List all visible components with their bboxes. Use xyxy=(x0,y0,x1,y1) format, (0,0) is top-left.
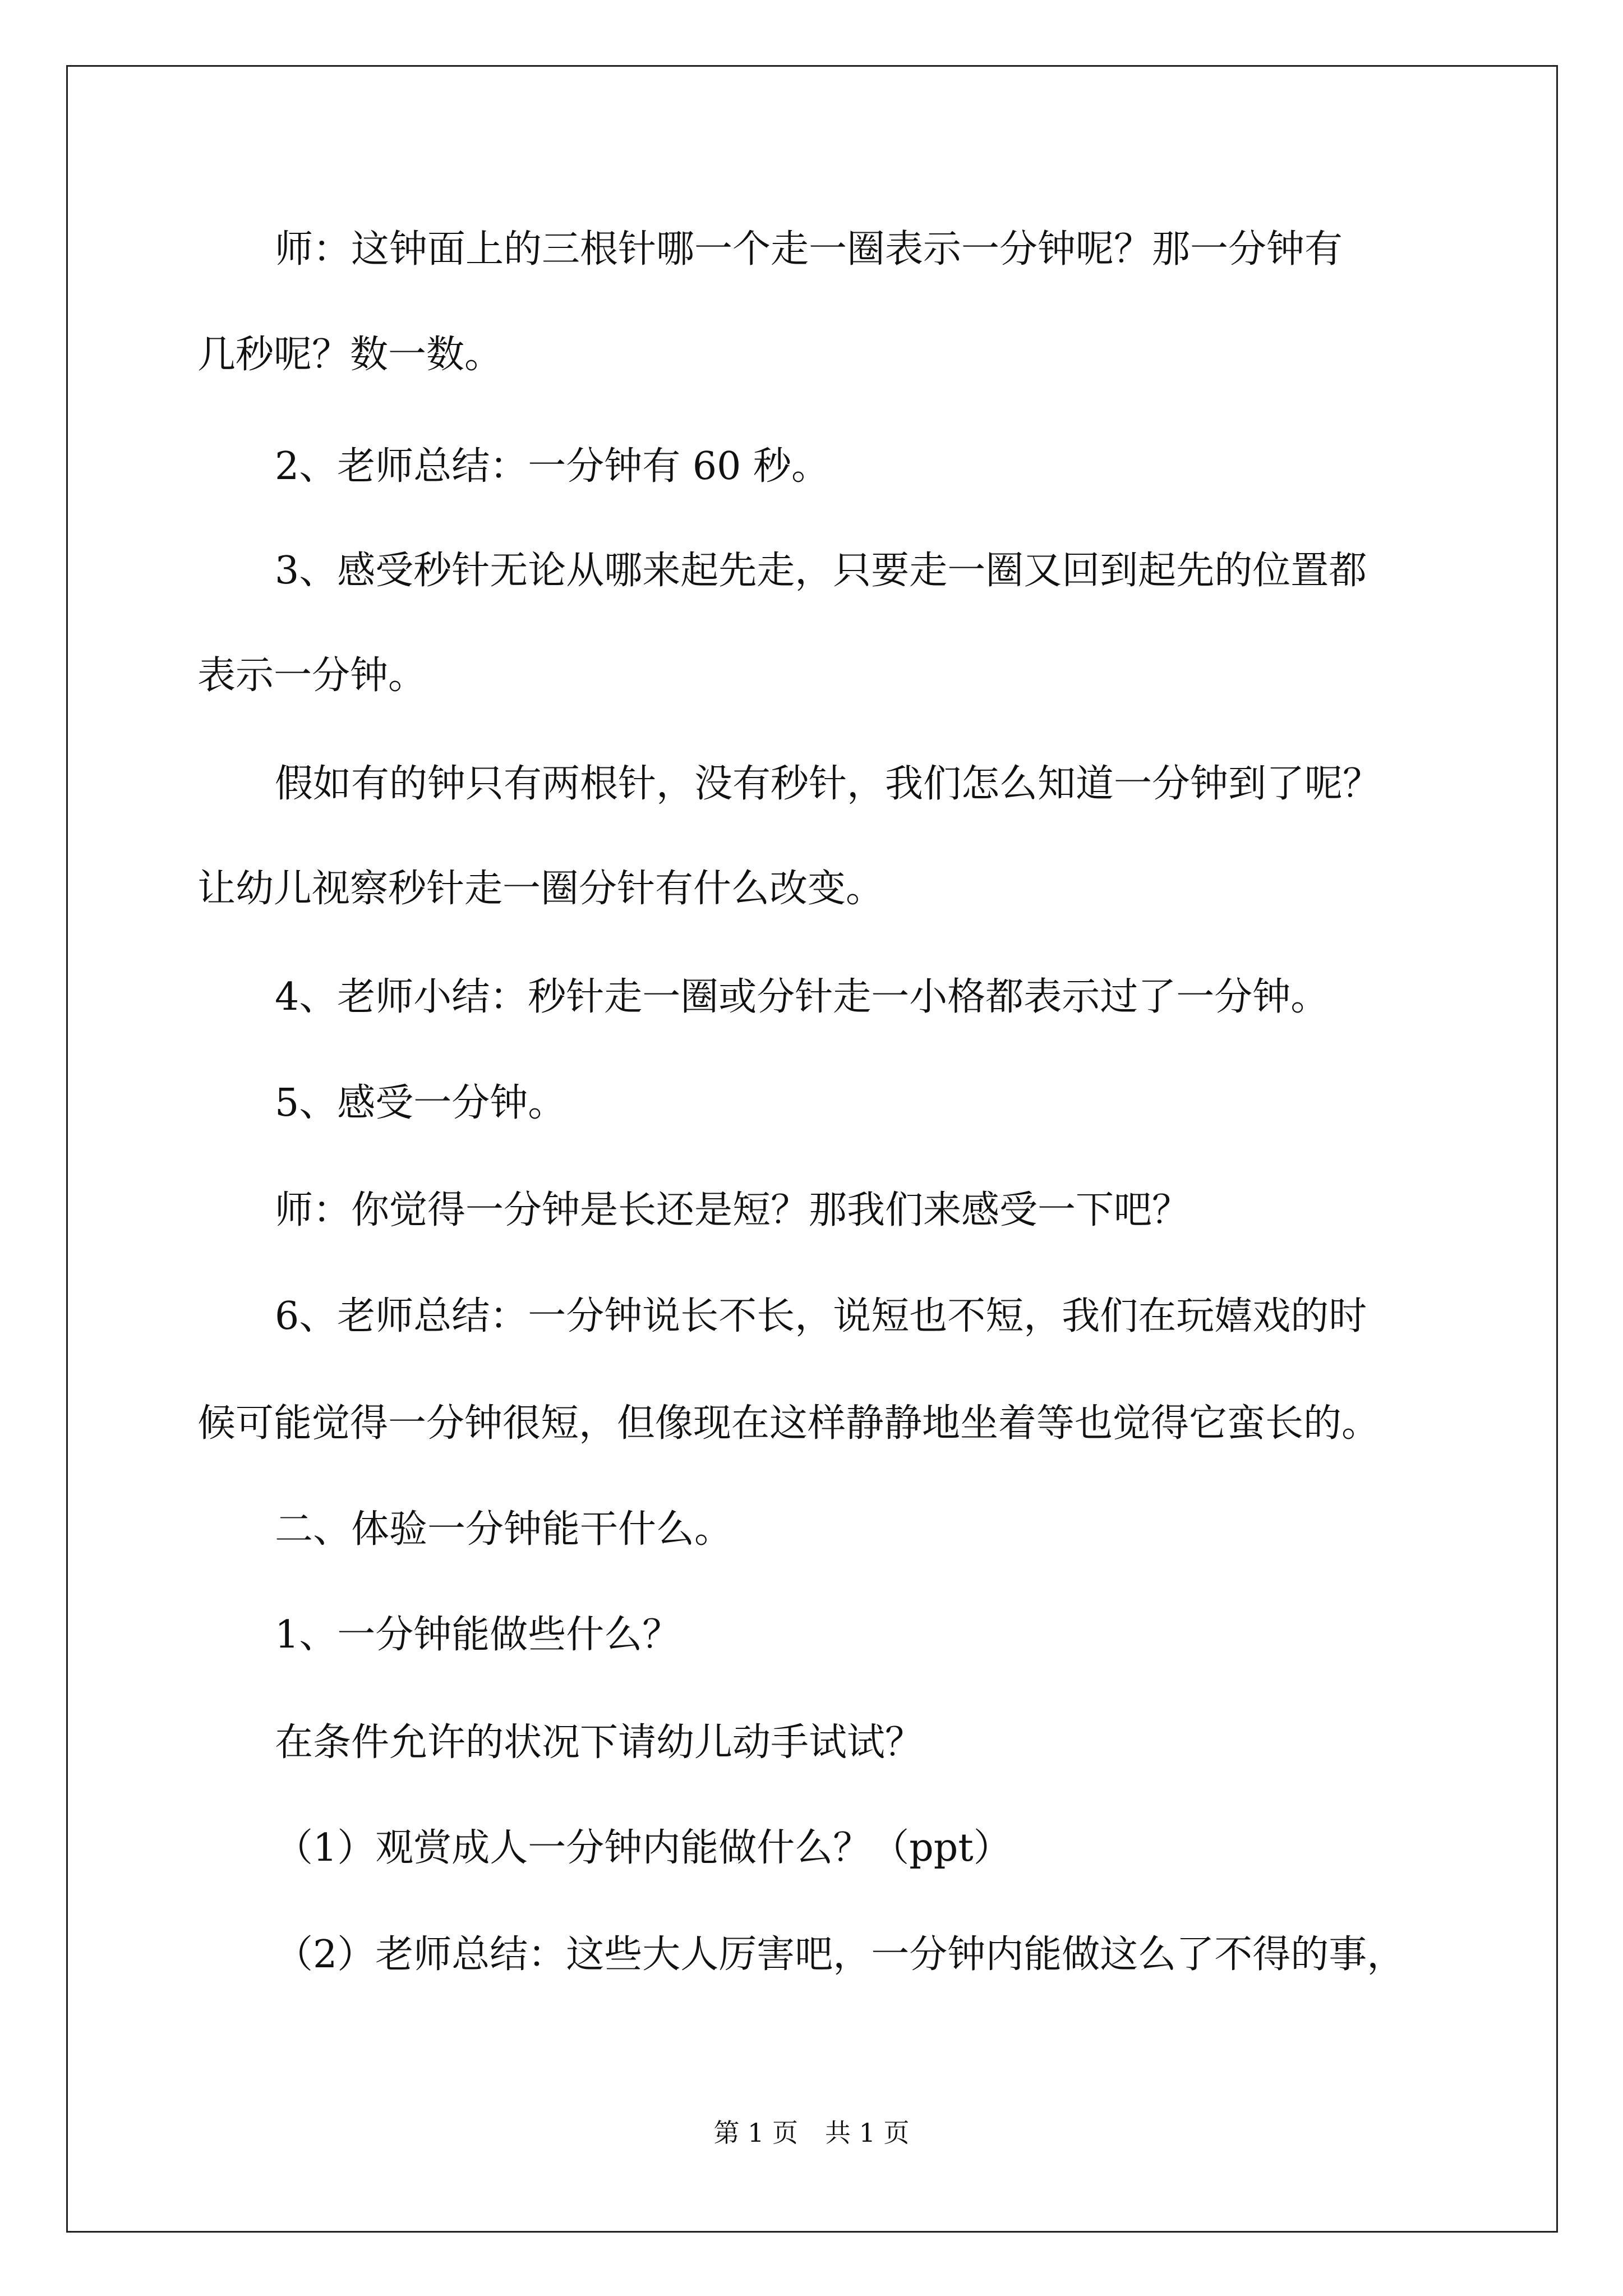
paragraph-line: 假如有的钟只有两根针，没有秒针，我们怎么知道一分钟到了呢？ xyxy=(275,762,1381,806)
paragraph-line: 几秒呢？数一数。 xyxy=(197,333,503,377)
paragraph-line: 候可能觉得一分钟很短，但像现在这样静静地坐着等也觉得它蛮长的。 xyxy=(197,1401,1380,1446)
paragraph-line: 3、感受秒针无论从哪来起先走，只要走一圈又回到起先的位置都 xyxy=(275,549,1367,593)
paragraph-line: 师：这钟面上的三根针哪一个走一圈表示一分钟呢？那一分钟有 xyxy=(275,227,1343,272)
paragraph-line: 5、感受一分钟。 xyxy=(275,1081,566,1125)
paragraph-line: 二、体验一分钟能干什么。 xyxy=(275,1507,733,1552)
page-footer xyxy=(0,2116,1623,2150)
paragraph-line: 6、老师总结：一分钟说长不长，说短也不短，我们在玩嬉戏的时 xyxy=(275,1294,1367,1338)
paragraph-line: 4、老师小结：秒针走一圈或分针走一小格都表示过了一分钟。 xyxy=(275,975,1329,1019)
paragraph-line: （2）老师总结：这些大人厉害吧，一分钟内能做这么了不得的事， xyxy=(275,1932,1405,1977)
paragraph-line: 2、老师总结：一分钟有 60 秒。 xyxy=(275,444,830,489)
paragraph-line: （1）观赏成人一分钟内能做什么？（ppt） xyxy=(275,1826,1012,1870)
paragraph-line: 在条件允许的状况下请幼儿动手试试？ xyxy=(275,1720,924,1765)
page-border xyxy=(66,65,1558,2233)
paragraph-line: 师：你觉得一分钟是长还是短？那我们来感受一下吧？ xyxy=(275,1188,1191,1232)
paragraph-line: 让幼儿视察秒针走一圈分针有什么改变。 xyxy=(197,867,884,911)
page-number: 第 1 页 xyxy=(713,2118,798,2148)
page-total: 共 1 页 xyxy=(825,2118,910,2148)
paragraph-line: 表示一分钟。 xyxy=(197,654,427,698)
paragraph-line: 1、一分钟能做些什么？ xyxy=(275,1613,681,1657)
